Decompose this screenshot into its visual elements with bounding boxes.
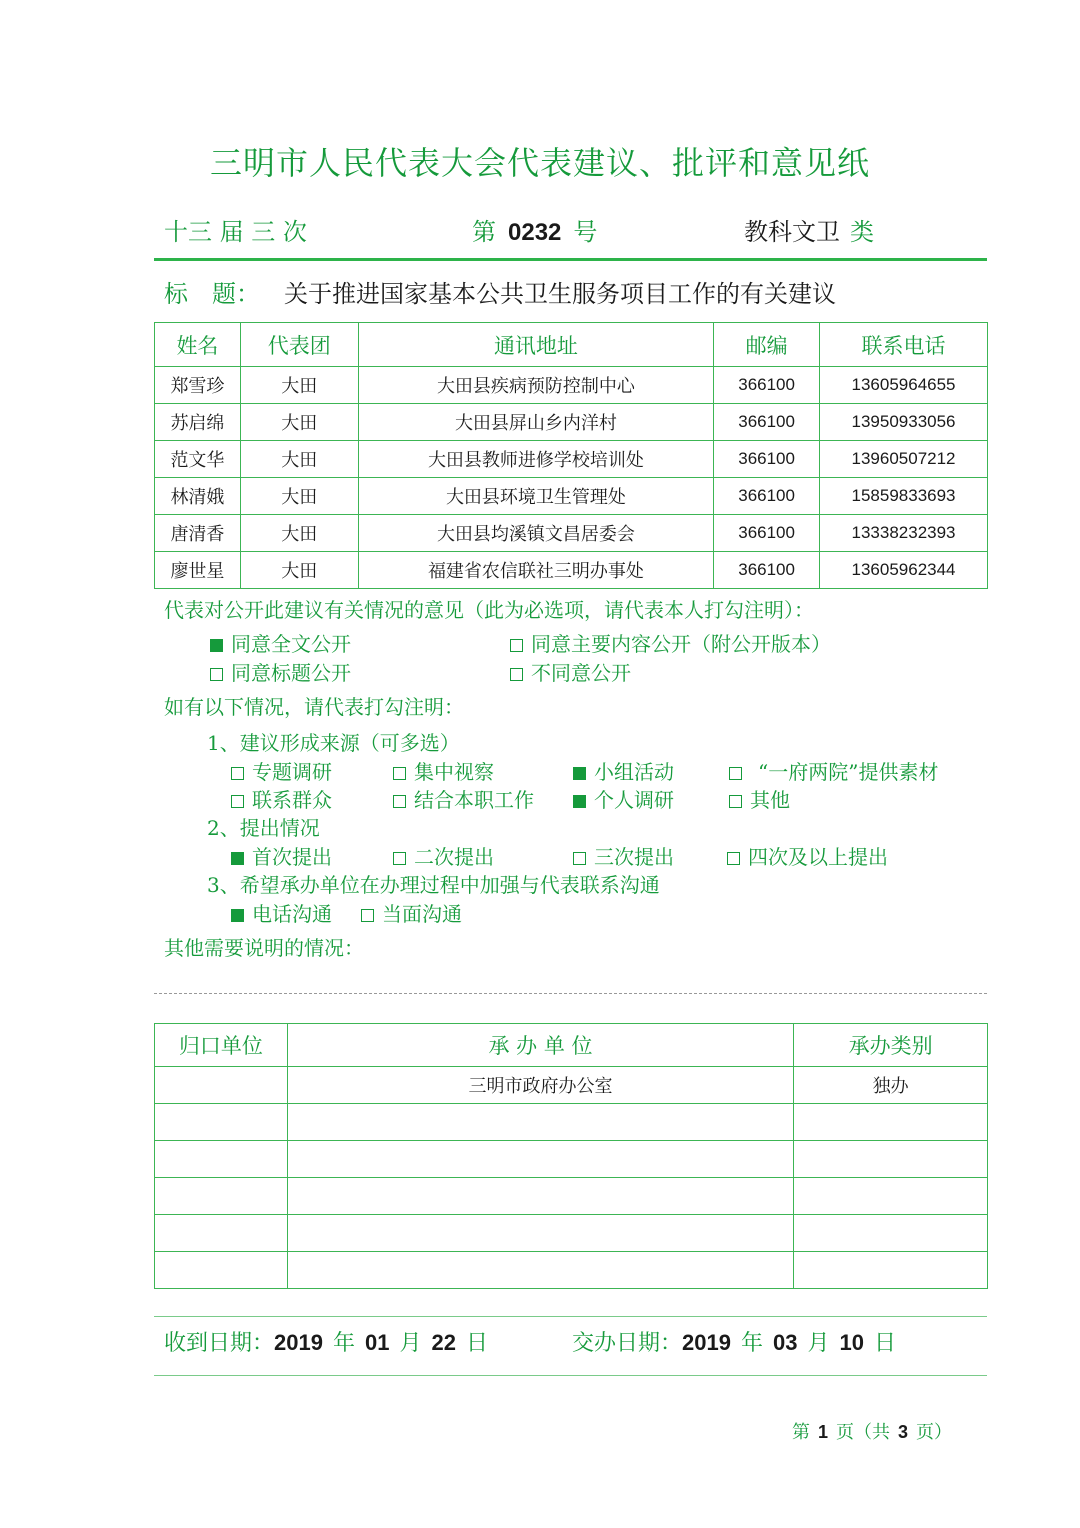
- received-date: [164, 1326, 488, 1357]
- submit-label: 2、提出情况: [207, 816, 320, 840]
- cell-handling-unit: [287, 1215, 793, 1252]
- cell-delegation: 大田: [240, 404, 358, 441]
- cell-phone: 13950933056: [820, 404, 988, 441]
- cell-postcode: 366100: [714, 404, 820, 441]
- serial-suffix: 号: [573, 218, 598, 246]
- source-option[interactable]: [573, 756, 674, 785]
- delegates-table: [154, 322, 988, 589]
- col-name: 姓名: [155, 323, 241, 367]
- assigned-day: 10: [839, 1330, 864, 1355]
- cell-address: 大田县屏山乡内洋村: [358, 404, 713, 441]
- cell-handling-unit: [287, 1104, 793, 1141]
- checkbox[interactable]: [393, 852, 406, 865]
- pager-suffix: 页）: [916, 1422, 953, 1443]
- checkbox[interactable]: [729, 767, 742, 780]
- checkbox[interactable]: [210, 668, 223, 681]
- checkbox[interactable]: [231, 909, 244, 922]
- option-label: 三次提出: [594, 845, 674, 869]
- table-row: [155, 1215, 988, 1252]
- header-rule: [154, 258, 987, 261]
- source-option[interactable]: [393, 756, 494, 785]
- pager-total: 3: [898, 1422, 909, 1442]
- cell-phone: 13605964655: [820, 367, 988, 404]
- checkbox[interactable]: [393, 767, 406, 780]
- year-unit: 年: [332, 1331, 355, 1356]
- checkbox[interactable]: [393, 795, 406, 808]
- col-department: 归口单位: [155, 1024, 288, 1067]
- assigned-month: 03: [772, 1330, 798, 1355]
- cell-department: [155, 1141, 288, 1178]
- pager-prefix: 第: [792, 1422, 810, 1443]
- cell-name: 范文华: [155, 441, 241, 478]
- page-title: 三明市人民代表大会代表建议、批评和意见纸: [209, 144, 870, 182]
- received-label: 收到日期：: [164, 1331, 275, 1356]
- option-label: 小组活动: [594, 760, 674, 784]
- subject-label: 标 题：: [164, 280, 260, 308]
- assigned-date: [572, 1326, 896, 1357]
- cell-handling-type: [794, 1215, 988, 1252]
- cell-phone: 13338232393: [820, 515, 988, 552]
- dashed-divider: [154, 993, 987, 994]
- checkbox[interactable]: [231, 795, 244, 808]
- cell-delegation: 大田: [240, 441, 358, 478]
- month-unit: 月: [807, 1331, 830, 1356]
- table-row: [155, 478, 988, 515]
- cell-department: [155, 1215, 288, 1252]
- dates-bottom-rule: [154, 1375, 987, 1376]
- cell-delegation: 大田: [240, 552, 358, 589]
- cell-address: 大田县疾病预防控制中心: [358, 367, 713, 404]
- table-row: [155, 552, 988, 589]
- option-label: 当面沟通: [382, 902, 462, 926]
- cell-postcode: 366100: [714, 552, 820, 589]
- handling-table: [154, 1023, 988, 1289]
- col-handling-type: 承办类别: [794, 1024, 988, 1067]
- checkbox[interactable]: [231, 852, 244, 865]
- cell-address: 福建省农信联社三明办事处: [358, 552, 713, 589]
- conditions-question: 如有以下情况，请代表打勾注明：: [164, 695, 464, 719]
- disclosure-option-full[interactable]: [210, 628, 351, 657]
- option-label: 不同意公开: [531, 661, 631, 685]
- category-value: 教科文卫: [744, 218, 840, 246]
- option-label: 同意标题公开: [231, 661, 351, 685]
- option-label: 四次及以上提出: [748, 845, 888, 869]
- category-suffix: 类: [850, 218, 874, 246]
- cell-postcode: 366100: [714, 515, 820, 552]
- checkbox[interactable]: [729, 795, 742, 808]
- cell-delegation: 大田: [240, 367, 358, 404]
- cell-handling-unit: [287, 1178, 793, 1215]
- cell-handling-type: [794, 1104, 988, 1141]
- cell-postcode: 366100: [714, 367, 820, 404]
- subject-line: [164, 274, 836, 309]
- disclosure-option-title[interactable]: [210, 657, 351, 686]
- option-label: “一府两院”提供素材: [758, 760, 939, 784]
- checkbox[interactable]: [573, 767, 586, 780]
- option-label: 专题调研: [252, 760, 332, 784]
- table-row: [155, 1178, 988, 1215]
- table-row: [155, 1067, 988, 1104]
- cell-name: 苏启绵: [155, 404, 241, 441]
- source-option[interactable]: [729, 784, 790, 813]
- checkbox[interactable]: [573, 795, 586, 808]
- table-row: [155, 1141, 988, 1178]
- cell-address: 大田县均溪镇文昌居委会: [358, 515, 713, 552]
- cell-name: 唐清香: [155, 515, 241, 552]
- col-handling-unit: 承 办 单 位: [287, 1024, 793, 1067]
- cell-department: [155, 1252, 288, 1289]
- table-row: [155, 441, 988, 478]
- checkbox[interactable]: [231, 767, 244, 780]
- day-unit: 日: [465, 1331, 488, 1356]
- table-row: [155, 367, 988, 404]
- cell-handling-unit: [287, 1141, 793, 1178]
- checkbox[interactable]: [727, 852, 740, 865]
- cell-postcode: 366100: [714, 478, 820, 515]
- source-option[interactable]: [393, 784, 534, 813]
- handling-header-row: [155, 1024, 988, 1067]
- table-row: [155, 404, 988, 441]
- contact-label: 3、希望承办单位在办理过程中加强与代表联系沟通: [207, 873, 660, 897]
- checkbox[interactable]: [361, 909, 374, 922]
- session-label: 十三 届 三 次: [164, 218, 307, 246]
- serial-number: [472, 212, 597, 247]
- disclosure-option-main[interactable]: [510, 628, 831, 657]
- disclosure-question: 代表对公开此建议有关情况的意见（此为必选项，请代表本人打勾注明）：: [164, 598, 814, 622]
- month-unit: 月: [399, 1331, 422, 1356]
- other-label: 其他需要说明的情况：: [164, 936, 364, 960]
- cell-handling-unit: 三明市政府办公室: [287, 1067, 793, 1104]
- option-label: 其他: [750, 788, 790, 812]
- assigned-label: 交办日期：: [572, 1331, 683, 1356]
- source-option[interactable]: [231, 784, 332, 813]
- contact-option[interactable]: [361, 898, 462, 927]
- cell-address: 大田县教师进修学校培训处: [358, 441, 713, 478]
- option-label: 首次提出: [252, 845, 332, 869]
- cell-handling-unit: [287, 1252, 793, 1289]
- table-row: [155, 1252, 988, 1289]
- cell-phone: 13605962344: [820, 552, 988, 589]
- checkbox[interactable]: [510, 668, 523, 681]
- received-year: 2019: [274, 1330, 323, 1355]
- submit-option[interactable]: [573, 841, 674, 870]
- option-label: 同意全文公开: [231, 632, 351, 656]
- submit-option[interactable]: [393, 841, 494, 870]
- received-day: 22: [431, 1330, 456, 1355]
- cell-handling-type: [794, 1252, 988, 1289]
- submit-option[interactable]: [727, 841, 888, 870]
- dates-top-rule: [154, 1316, 987, 1317]
- cell-phone: 15859833693: [820, 478, 988, 515]
- assigned-year: 2019: [682, 1330, 731, 1355]
- cell-handling-type: 独办: [794, 1067, 988, 1104]
- pager-page: 1: [818, 1422, 829, 1442]
- cell-department: [155, 1178, 288, 1215]
- col-address: 通讯地址: [358, 323, 713, 367]
- page-indicator: [792, 1418, 952, 1444]
- option-label: 同意主要内容公开（附公开版本）: [531, 632, 831, 656]
- cell-department: [155, 1104, 288, 1141]
- day-unit: 日: [873, 1331, 896, 1356]
- serial-prefix: 第: [472, 218, 496, 246]
- option-label: 集中视察: [414, 760, 494, 784]
- year-unit: 年: [740, 1331, 763, 1356]
- source-option[interactable]: [729, 756, 938, 785]
- cell-handling-type: [794, 1178, 988, 1215]
- col-phone: 联系电话: [820, 323, 988, 367]
- source-option[interactable]: [573, 784, 674, 813]
- option-label: 个人调研: [594, 788, 674, 812]
- contact-option[interactable]: [231, 898, 332, 927]
- checkbox[interactable]: [510, 639, 523, 652]
- received-month: 01: [364, 1330, 390, 1355]
- cell-postcode: 366100: [714, 441, 820, 478]
- delegates-header-row: [155, 323, 988, 367]
- table-row: [155, 1104, 988, 1141]
- cell-handling-type: [794, 1141, 988, 1178]
- cell-name: 廖世星: [155, 552, 241, 589]
- option-label: 联系群众: [252, 788, 332, 812]
- checkbox[interactable]: [573, 852, 586, 865]
- checkbox[interactable]: [210, 639, 223, 652]
- disclosure-option-none[interactable]: [510, 657, 631, 686]
- source-label: 1、建议形成来源（可多选）: [207, 731, 460, 755]
- category: [744, 212, 874, 247]
- pager-middle: 页（共: [836, 1422, 891, 1443]
- option-label: 电话沟通: [252, 902, 332, 926]
- subject-text: 关于推进国家基本公共卫生服务项目工作的有关建议: [284, 280, 836, 308]
- serial-value: 0232: [508, 219, 562, 246]
- submit-option[interactable]: [231, 841, 332, 870]
- option-label: 结合本职工作: [414, 788, 534, 812]
- col-delegation: 代表团: [240, 323, 358, 367]
- table-row: [155, 515, 988, 552]
- option-label: 二次提出: [414, 845, 494, 869]
- col-postcode: 邮编: [714, 323, 820, 367]
- cell-phone: 13960507212: [820, 441, 988, 478]
- cell-name: 林清娥: [155, 478, 241, 515]
- cell-address: 大田县环境卫生管理处: [358, 478, 713, 515]
- cell-name: 郑雪珍: [155, 367, 241, 404]
- cell-delegation: 大田: [240, 478, 358, 515]
- cell-delegation: 大田: [240, 515, 358, 552]
- cell-department: [155, 1067, 288, 1104]
- source-option[interactable]: [231, 756, 332, 785]
